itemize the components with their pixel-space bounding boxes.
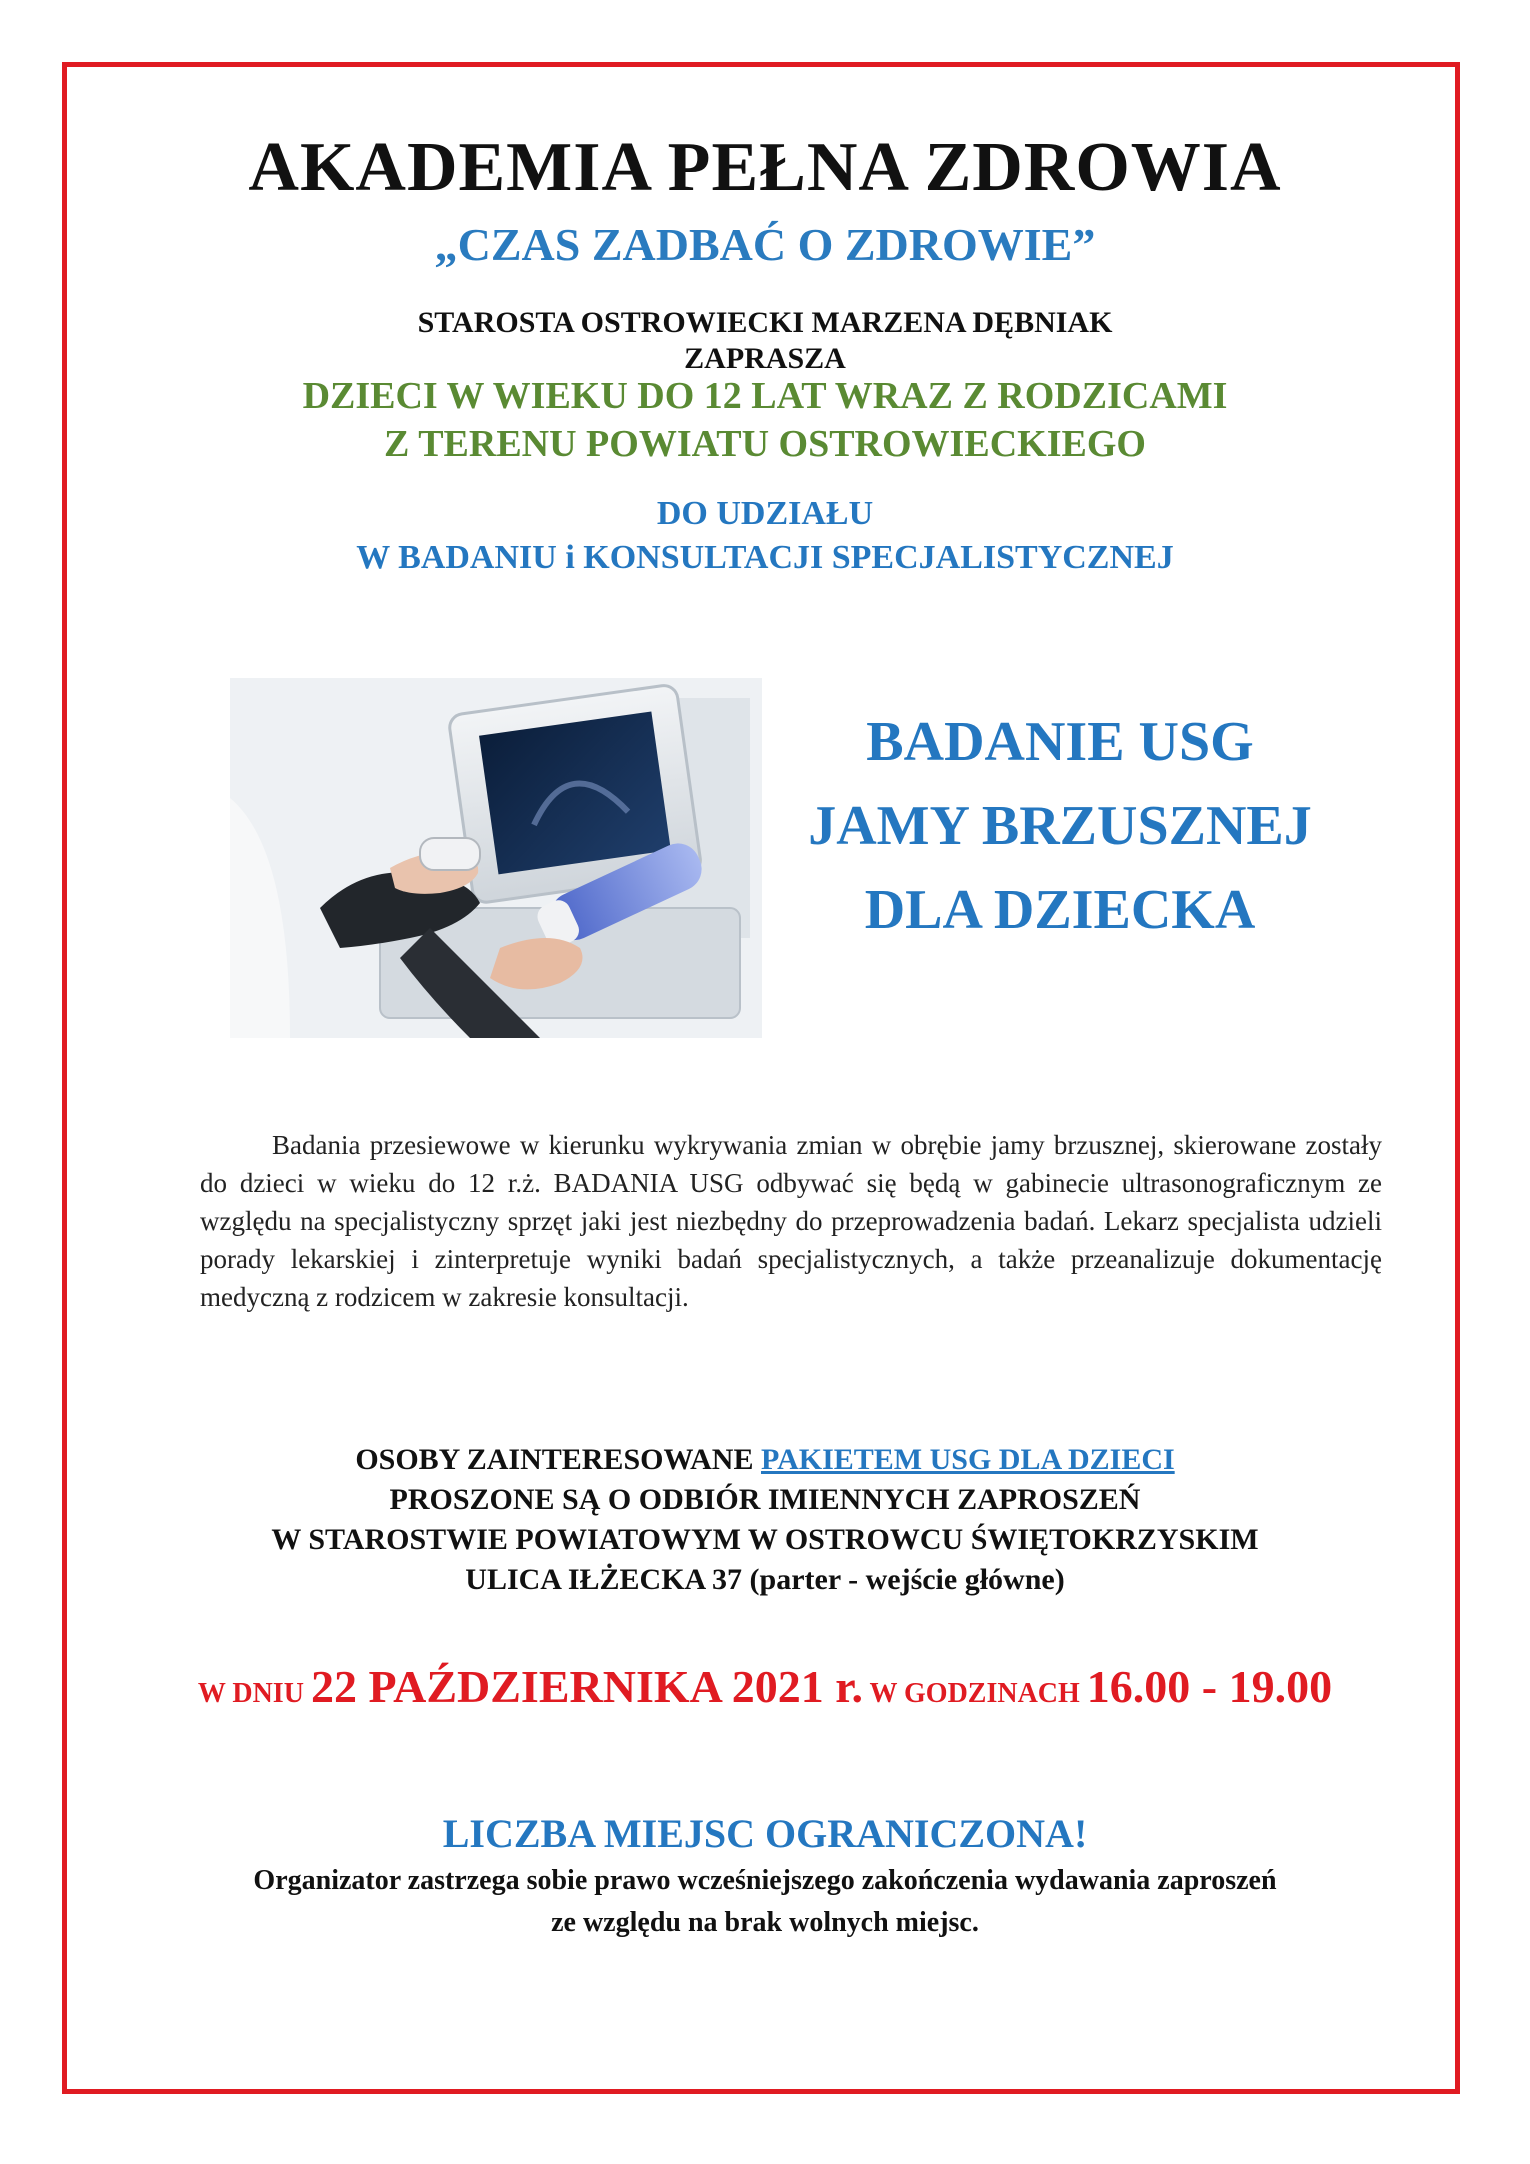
poster-title: AKADEMIA PEŁNA ZDROWIA bbox=[248, 129, 1282, 206]
participation-line1: DO UDZIAŁU bbox=[656, 495, 874, 532]
contact-line1 bbox=[0, 1440, 1530, 1480]
organizer-note-line2: ze względu na brak wolnych miejsc. bbox=[551, 1907, 979, 1938]
exam-heading-line3: DLA DZIECKA bbox=[864, 879, 1256, 941]
exam-heading-line1: BADANIE USG bbox=[866, 711, 1254, 773]
description-paragraph bbox=[200, 1126, 1382, 1316]
date-mid: W GODZINACH bbox=[863, 1678, 1087, 1709]
date-hours: 16.00 - 19.00 bbox=[1086, 1661, 1333, 1712]
exam-heading bbox=[770, 700, 1350, 952]
exam-heading-line2: JAMY BRZUSZNEJ bbox=[808, 795, 1312, 857]
starosta-invites: ZAPRASZA bbox=[684, 342, 846, 375]
organizer-note-line1: Organizator zastrzega sobie prawo wcześniejszego zakończenia wydawania zaproszeń bbox=[253, 1865, 1277, 1896]
organizer-note bbox=[0, 1860, 1530, 1944]
starosta-block bbox=[0, 305, 1530, 377]
event-date bbox=[0, 1660, 1530, 1713]
participation-block bbox=[0, 492, 1530, 580]
usg-package-link[interactable]: PAKIETEM USG DLA DZIECI bbox=[760, 1443, 1175, 1476]
poster-slogan: „CZAS ZADBAĆ O ZDROWIE” bbox=[434, 219, 1096, 270]
target-audience-line2: Z TERENU POWIATU OSTROWIECKIEGO bbox=[384, 423, 1146, 465]
description-text: Badania przesiewowe w kierunku wykrywania zmian w obrębie jamy brzusznej, skierowane zostały do dzieci w wieku do 12 r.ż. BADANIA USG odbywać się będą w gabinecie ultrasonograficznym ze względu na specjalistyczny sprzęt jaki jest niezbędny do przeprowadzenia badań. Lekarz specjalista udzieli porady lekarskiej i zinterpretuje wyniki badań specjalistycznych, a także przeanalizuje dokumentację medyczną z rodzicem w zakresie konsultacji. bbox=[200, 1130, 1382, 1312]
target-audience-line1: DZIECI W WIEKU DO 12 LAT WRAZ Z RODZICAMI bbox=[302, 375, 1228, 417]
participation-line2: W BADANIU i KONSULTACJI SPECJALISTYCZNEJ bbox=[356, 539, 1174, 576]
contact-block bbox=[0, 1440, 1530, 1600]
target-audience bbox=[0, 372, 1530, 468]
contact-line2: PROSZONE SĄ O ODBIÓR IMIENNYCH ZAPROSZEŃ bbox=[389, 1483, 1141, 1516]
contact-line3: W STAROSTWIE POWIATOWYM W OSTROWCU ŚWIĘTOKRZYSKIM bbox=[271, 1523, 1259, 1556]
date-main: 22 PAŹDZIERNIKA 2021 r. bbox=[310, 1661, 864, 1712]
ultrasound-photo bbox=[230, 678, 762, 1038]
contact-line4: ULICA IŁŻECKA 37 (parter - wejście główne) bbox=[465, 1563, 1065, 1596]
contact-prefix: OSOBY ZAINTERESOWANE bbox=[355, 1443, 761, 1476]
limited-seats-heading: LICZBA MIEJSC OGRANICZONA! bbox=[442, 1811, 1088, 1856]
date-prefix: W DNIU bbox=[197, 1678, 311, 1709]
starosta-name: STAROSTA OSTROWIECKI MARZENA DĘBNIAK bbox=[417, 306, 1113, 339]
